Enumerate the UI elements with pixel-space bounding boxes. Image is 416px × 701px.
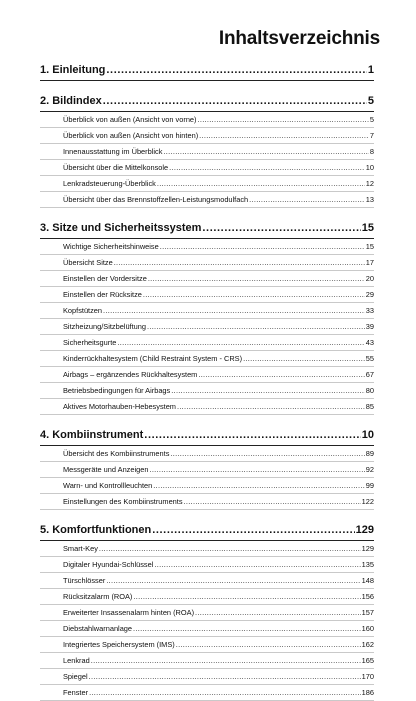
toc-entry[interactable] bbox=[40, 319, 374, 335]
entry-page-number: 89 bbox=[365, 449, 374, 458]
toc-entry[interactable] bbox=[40, 303, 374, 319]
toc-section bbox=[40, 91, 374, 208]
entry-page-number: 80 bbox=[365, 386, 374, 395]
entry-title: Innenausstattung im Überblick bbox=[63, 147, 163, 156]
entry-page-number: 33 bbox=[365, 306, 374, 315]
entry-page-number: 85 bbox=[365, 402, 374, 411]
dot-leader bbox=[149, 462, 364, 477]
section-heading[interactable] bbox=[40, 91, 374, 112]
toc-entry[interactable] bbox=[40, 637, 374, 653]
entry-page-number: 148 bbox=[361, 576, 374, 585]
toc-entry[interactable] bbox=[40, 271, 374, 287]
entry-title: Überblick von außen (Ansicht von vorne) bbox=[63, 115, 197, 124]
entry-title: Spiegel bbox=[63, 672, 88, 681]
section-spacer bbox=[40, 415, 374, 425]
section-spacer bbox=[40, 208, 374, 218]
entry-page-number: 7 bbox=[369, 131, 374, 140]
dot-leader bbox=[198, 112, 369, 127]
toc-section bbox=[40, 60, 374, 81]
entry-title: Rücksitzalarm (ROA) bbox=[63, 592, 133, 601]
entry-page-number: 29 bbox=[365, 290, 374, 299]
toc-entry[interactable] bbox=[40, 367, 374, 383]
section-page-number: 5 bbox=[367, 95, 374, 107]
section-title: 1. Einleitung bbox=[40, 64, 106, 76]
toc-entry[interactable] bbox=[40, 494, 374, 510]
entry-title: Übersicht Sitze bbox=[63, 258, 113, 267]
entry-title: Messgeräte und Anzeigen bbox=[63, 465, 149, 474]
toc-entry[interactable] bbox=[40, 462, 374, 478]
entry-page-number: 43 bbox=[365, 338, 374, 347]
toc-entry[interactable] bbox=[40, 144, 374, 160]
entry-title: Einstellungen des Kombiinstruments bbox=[63, 497, 183, 506]
dot-leader bbox=[106, 573, 360, 588]
entry-page-number: 15 bbox=[365, 242, 374, 251]
entry-page-number: 10 bbox=[365, 163, 374, 172]
dot-leader bbox=[198, 367, 364, 382]
toc-entry[interactable] bbox=[40, 351, 374, 367]
section-title: 3. Sitze und Sicherheitssystem bbox=[40, 222, 202, 234]
dot-leader bbox=[144, 425, 360, 445]
dot-leader bbox=[169, 160, 365, 175]
entry-title: Aktives Motorhauben-Hebesystem bbox=[63, 402, 176, 411]
entry-title: Kinderrückhaltesystem (Child Restraint System - CRS) bbox=[63, 354, 243, 363]
toc-entry[interactable] bbox=[40, 399, 374, 415]
toc-entry[interactable] bbox=[40, 653, 374, 669]
toc-entry[interactable] bbox=[40, 605, 374, 621]
entry-page-number: 67 bbox=[365, 370, 374, 379]
dot-leader bbox=[170, 446, 364, 461]
section-spacer bbox=[40, 510, 374, 520]
dot-leader bbox=[89, 685, 361, 700]
dot-leader bbox=[202, 218, 360, 238]
entry-page-number: 162 bbox=[361, 640, 374, 649]
entry-page-number: 160 bbox=[361, 624, 374, 633]
section-title: 5. Komfortfunktionen bbox=[40, 524, 152, 536]
dot-leader bbox=[133, 589, 360, 604]
dot-leader bbox=[171, 383, 365, 398]
section-heading[interactable] bbox=[40, 425, 374, 446]
entry-page-number: 135 bbox=[361, 560, 374, 569]
dot-leader bbox=[89, 669, 361, 684]
dot-leader bbox=[148, 271, 365, 286]
entry-title: Warn- und Kontrollleuchten bbox=[63, 481, 153, 490]
toc-section bbox=[40, 218, 374, 415]
toc-entry[interactable] bbox=[40, 383, 374, 399]
table-of-contents bbox=[40, 60, 374, 701]
entry-page-number: 8 bbox=[369, 147, 374, 156]
entry-page-number: 20 bbox=[365, 274, 374, 283]
entry-title: Überblick von außen (Ansicht von hinten) bbox=[63, 131, 199, 140]
entry-page-number: 5 bbox=[369, 115, 374, 124]
entry-title: Integriertes Speichersystem (IMS) bbox=[63, 640, 175, 649]
entry-title: Digitaler Hyundai-Schlüssel bbox=[63, 560, 154, 569]
entry-title: Übersicht über die Mittelkonsole bbox=[63, 163, 169, 172]
entry-page-number: 92 bbox=[365, 465, 374, 474]
toc-entry[interactable] bbox=[40, 176, 374, 192]
entry-title: Einstellen der Vordersitze bbox=[63, 274, 147, 283]
toc-entry[interactable] bbox=[40, 335, 374, 351]
entry-title: Kopfstützen bbox=[63, 306, 103, 315]
dot-leader bbox=[91, 653, 361, 668]
dot-leader bbox=[154, 557, 360, 572]
section-page-number: 1 bbox=[367, 64, 374, 76]
dot-leader bbox=[177, 399, 365, 414]
dot-leader bbox=[176, 637, 361, 652]
dot-leader bbox=[160, 239, 365, 254]
entry-page-number: 122 bbox=[361, 497, 374, 506]
dot-leader bbox=[99, 541, 361, 556]
toc-entry[interactable] bbox=[40, 446, 374, 462]
entry-page-number: 156 bbox=[361, 592, 374, 601]
entry-page-number: 13 bbox=[365, 195, 374, 204]
entry-title: Erweiterter Insassenalarm hinten (ROA) bbox=[63, 608, 195, 617]
section-heading[interactable] bbox=[40, 60, 374, 81]
toc-entry[interactable] bbox=[40, 112, 374, 128]
dot-leader bbox=[147, 319, 365, 334]
toc-entry[interactable] bbox=[40, 239, 374, 255]
entry-title: Fenster bbox=[63, 688, 89, 697]
section-page-number: 10 bbox=[361, 429, 374, 441]
entry-page-number: 39 bbox=[365, 322, 374, 331]
page-title: Inhaltsverzeichnis bbox=[218, 28, 380, 49]
entry-title: Übersicht über das Brennstoffzellen-Leistungsmodulfach bbox=[63, 195, 249, 204]
entry-title: Airbags – ergänzendes Rückhaltesystem bbox=[63, 370, 198, 379]
section-spacer bbox=[40, 81, 374, 91]
dot-leader bbox=[199, 128, 369, 143]
toc-section bbox=[40, 425, 374, 510]
entry-page-number: 12 bbox=[365, 179, 374, 188]
toc-entry[interactable] bbox=[40, 287, 374, 303]
toc-entry[interactable] bbox=[40, 192, 374, 208]
entry-title: Türschlösser bbox=[63, 576, 106, 585]
toc-entry[interactable] bbox=[40, 128, 374, 144]
dot-leader bbox=[163, 144, 368, 159]
entry-title: Wichtige Sicherheitshinweise bbox=[63, 242, 159, 251]
entry-title: Lenkradsteuerung-Überblick bbox=[63, 179, 156, 188]
dot-leader bbox=[195, 605, 361, 620]
entry-title: Betriebsbedingungen für Airbags bbox=[63, 386, 171, 395]
dot-leader bbox=[103, 303, 365, 318]
toc-entry[interactable] bbox=[40, 160, 374, 176]
entry-title: Lenkrad bbox=[63, 656, 90, 665]
toc-entry[interactable] bbox=[40, 621, 374, 637]
section-page-number: 129 bbox=[355, 524, 374, 536]
dot-leader bbox=[184, 494, 361, 509]
entry-page-number: 17 bbox=[365, 258, 374, 267]
entry-title: Sicherheitsgurte bbox=[63, 338, 117, 347]
section-title: 2. Bildindex bbox=[40, 95, 102, 107]
entry-title: Einstellen der Rücksitze bbox=[63, 290, 142, 299]
dot-leader bbox=[153, 478, 364, 493]
entry-page-number: 99 bbox=[365, 481, 374, 490]
dot-leader bbox=[133, 621, 361, 636]
entry-title: Diebstahlwarnanlage bbox=[63, 624, 133, 633]
entry-page-number: 170 bbox=[361, 672, 374, 681]
toc-entry[interactable] bbox=[40, 255, 374, 271]
toc-entry[interactable] bbox=[40, 557, 374, 573]
section-heading[interactable] bbox=[40, 520, 374, 541]
toc-entry[interactable] bbox=[40, 589, 374, 605]
dot-leader bbox=[157, 176, 365, 191]
dot-leader bbox=[114, 255, 365, 270]
entry-title: Übersicht des Kombiinstruments bbox=[63, 449, 170, 458]
toc-entry[interactable] bbox=[40, 685, 374, 701]
entry-page-number: 129 bbox=[361, 544, 374, 553]
entry-title: Smart-Key bbox=[63, 544, 98, 553]
section-page-number: 15 bbox=[361, 222, 374, 234]
entry-page-number: 165 bbox=[361, 656, 374, 665]
section-heading[interactable] bbox=[40, 218, 374, 239]
entry-page-number: 186 bbox=[361, 688, 374, 697]
toc-entry[interactable] bbox=[40, 669, 374, 685]
toc-entry[interactable] bbox=[40, 478, 374, 494]
toc-entry[interactable] bbox=[40, 541, 374, 557]
dot-leader bbox=[243, 351, 365, 366]
dot-leader bbox=[143, 287, 365, 302]
dot-leader bbox=[249, 192, 365, 207]
entry-title: Sitzheizung/Sitzbelüftung bbox=[63, 322, 146, 331]
entry-page-number: 55 bbox=[365, 354, 374, 363]
toc-section bbox=[40, 520, 374, 701]
dot-leader bbox=[152, 520, 354, 540]
dot-leader bbox=[117, 335, 364, 350]
section-title: 4. Kombiinstrument bbox=[40, 429, 144, 441]
toc-entry[interactable] bbox=[40, 573, 374, 589]
dot-leader bbox=[103, 91, 367, 111]
dot-leader bbox=[106, 60, 366, 80]
entry-page-number: 157 bbox=[361, 608, 374, 617]
